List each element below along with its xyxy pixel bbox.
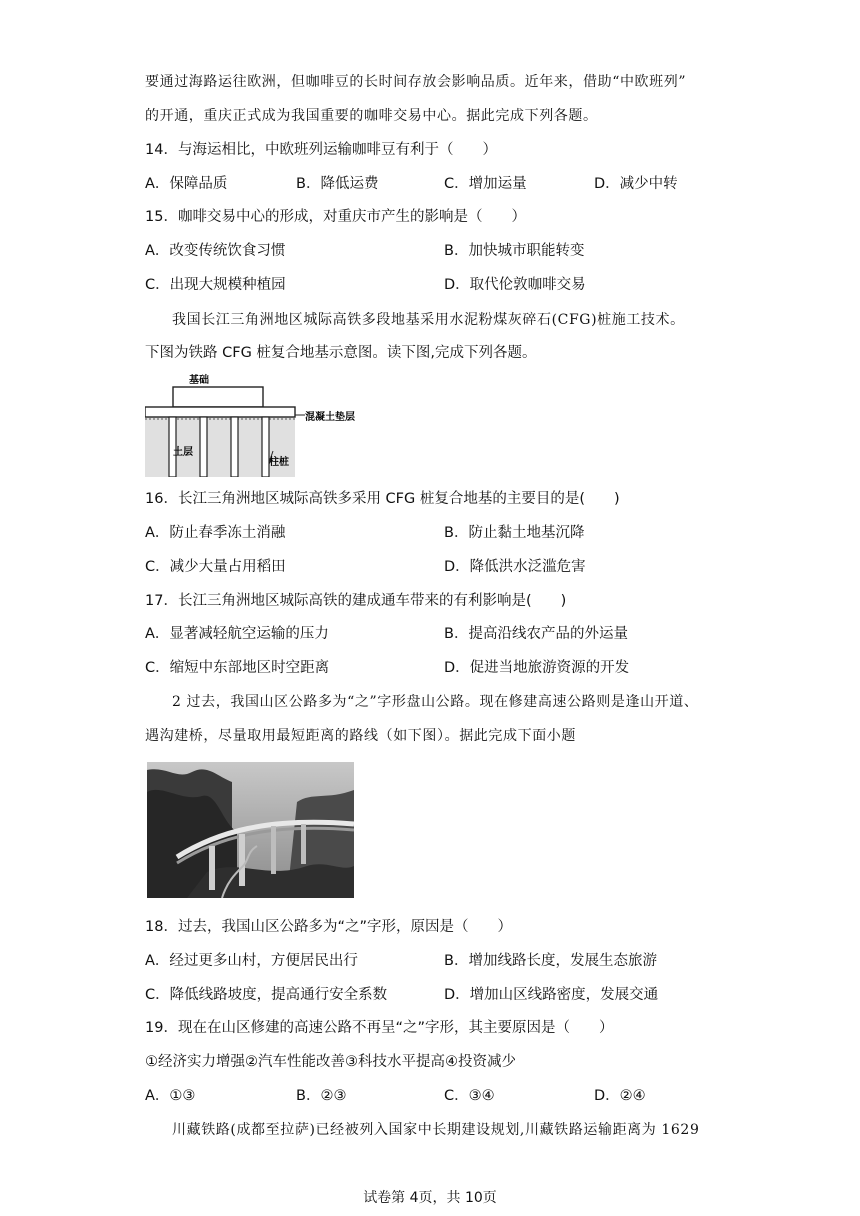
label-soil: 土层 [173,447,193,458]
q15-option-d[interactable]: D．取代伦敦咖啡交易 [444,277,586,293]
q19-statements: ①经济实力增强②汽车性能改善③科技水平提高④投资减少 [145,1054,516,1070]
q15-option-a[interactable]: A．改变传统饮食习惯 [145,243,286,259]
road-intro-line-1: 2 过去，我国山区公路多为“之”字形盘山公路。现在修建高速公路则是逢山开道、 [172,694,699,710]
question-14: 14．与海运相比，中欧班列运输咖啡豆有利于（ ） [145,142,497,158]
tail-passage: 川藏铁路(成都至拉萨)已经被列入国家中长期建设规划,川藏铁路运输距离为 1629 [172,1122,700,1138]
foundation-block [173,387,263,407]
q19-option-d[interactable]: D．②④ [594,1088,646,1104]
q18-option-c[interactable]: C．降低线路坡度，提高通行安全系数 [145,987,388,1003]
pile-2 [200,417,207,477]
pile-3 [231,417,238,477]
q14-option-c[interactable]: C．增加运量 [444,176,527,192]
label-pile: 柱桩 [269,457,289,468]
q18-option-d[interactable]: D．增加山区线路密度，发展交通 [444,987,659,1003]
q18-option-b[interactable]: B．增加线路长度，发展生态旅游 [444,953,657,969]
cfg-intro-line-2: 下图为铁路 CFG 桩复合地基示意图。读下图,完成下列各题。 [145,345,537,361]
question-16: 16．长江三角洲地区城际高铁多采用 CFG 桩复合地基的主要目的是( ) [145,491,620,507]
question-19: 19．现在在山区修建的高速公路不再呈“之”字形，其主要原因是（ ） [145,1020,614,1036]
road-intro-line-2: 遇沟建桥，尽量取用最短距离的路线（如下图）。据此完成下面小题 [145,728,576,744]
q14-option-b[interactable]: B．降低运费 [296,176,379,192]
q17-option-d[interactable]: D．促进当地旅游资源的开发 [444,660,630,676]
label-cushion: 混凝土垫层 [305,412,355,423]
q18-option-a[interactable]: A．经过更多山村，方便居民出行 [145,953,358,969]
q17-option-a[interactable]: A．显著减轻航空运输的压力 [145,626,329,642]
page-footer: 试卷第 4页，共 10页 [363,1190,497,1206]
cfg-intro-line-1: 我国长江三角洲地区城际高铁多段地基采用水泥粉煤灰碎石(CFG)桩施工技术。 [172,312,685,328]
label-foundation: 基础 [189,375,209,386]
concrete-cushion [145,407,295,417]
soil-layer [145,417,295,477]
q19-option-b[interactable]: B．②③ [296,1088,347,1104]
question-17: 17．长江三角洲地区城际高铁的建成通车带来的有利影响是( ) [145,593,567,609]
q16-option-a[interactable]: A．防止春季冻土消融 [145,525,286,541]
passage-line-1: 要通过海路运往欧洲，但咖啡豆的长时间存放会影响品质。近年来，借助“中欧班列” [145,74,687,90]
q19-option-a[interactable]: A．①③ [145,1088,196,1104]
q14-option-a[interactable]: A．保障品质 [145,176,228,192]
highway-viaduct-photo [147,762,354,898]
q16-option-b[interactable]: B．防止黏土地基沉降 [444,525,585,541]
question-15: 15．咖啡交易中心的形成，对重庆市产生的影响是（ ） [145,209,526,225]
q15-option-c[interactable]: C．出现大规模种植园 [145,277,286,293]
q17-option-c[interactable]: C．缩短中东部地区时空距离 [145,660,330,676]
pile-4 [262,417,269,477]
q19-option-c[interactable]: C．③④ [444,1088,495,1104]
q17-option-b[interactable]: B．提高沿线农产品的外运量 [444,626,628,642]
question-18: 18．过去，我国山区公路多为“之”字形，原因是（ ） [145,919,512,935]
passage-line-2: 的开通，重庆正式成为我国重要的咖啡交易中心。据此完成下列各题。 [145,108,598,124]
q16-option-d[interactable]: D．降低洪水泛滥危害 [444,559,586,575]
cfg-pile-diagram [145,373,375,477]
q15-option-b[interactable]: B．加快城市职能转变 [444,243,585,259]
q16-option-c[interactable]: C．减少大量占用稻田 [145,559,286,575]
q14-option-d[interactable]: D．减少中转 [594,176,678,192]
